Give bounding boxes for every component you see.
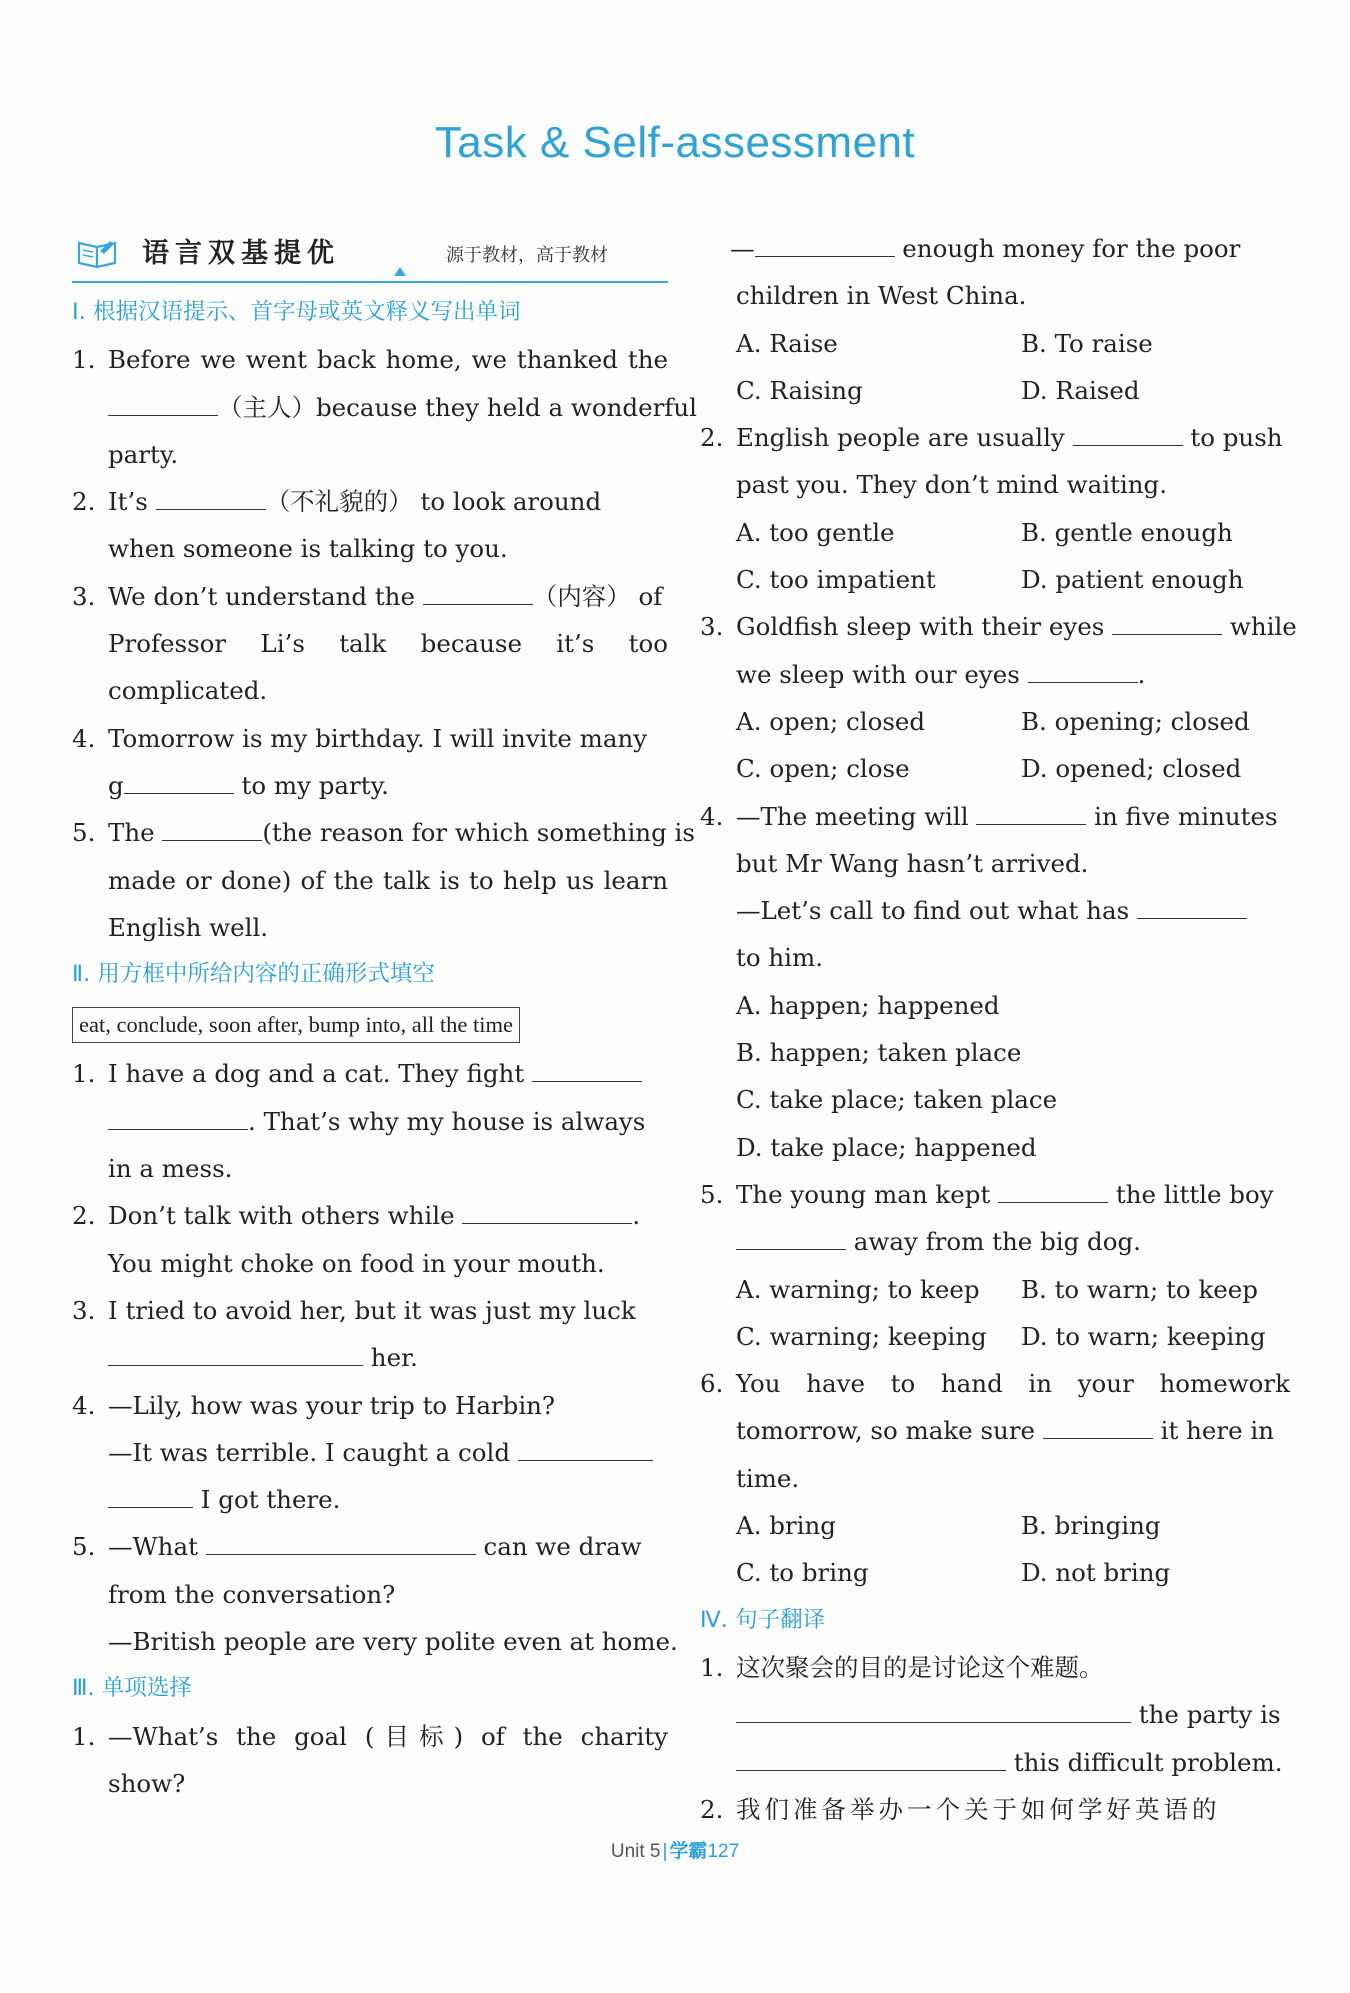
header-triangle <box>394 267 406 276</box>
option-d[interactable]: D. opened; closed <box>1021 754 1242 784</box>
option-c[interactable]: C. take place; taken place <box>736 1085 1058 1115</box>
word-box-row <box>72 998 668 1050</box>
p3-q4-line3: —Let’s call to find out what has <box>700 887 1290 934</box>
p3-q6-line2: tomorrow, so make sure it here in <box>736 1416 1275 1446</box>
p4-q1-line3: this difficult problem. <box>700 1739 1290 1786</box>
book-icon <box>76 235 122 269</box>
answer-blank[interactable] <box>755 232 895 257</box>
p3-q1-line4: children in West China. <box>736 281 1027 311</box>
p3-q1-line1: 1. —What’s the goal (目标) of the charity <box>72 1721 668 1751</box>
p3-q1-options-ab <box>700 320 1290 367</box>
p3-q2-line2: past you. They don’t mind waiting. <box>736 470 1167 500</box>
section-3-title: Ⅲ. 单项选择 <box>72 1675 192 1702</box>
p2-q4-line2: —It was terrible. I caught a cold <box>72 1429 668 1476</box>
header-title: 语言双基提优 <box>142 238 340 269</box>
p3-q4-line1: 4. —The meeting will in five minutes <box>700 801 1278 831</box>
p3-q1-options-cd <box>700 367 1290 414</box>
p4-q1-line2: the party is <box>700 1691 1290 1738</box>
answer-blank[interactable] <box>108 1341 363 1366</box>
option-a[interactable]: A. warning; to keep <box>736 1274 980 1304</box>
option-b[interactable]: B. to warn; to keep <box>1021 1274 1258 1304</box>
answer-blank[interactable] <box>976 800 1086 825</box>
p2-q4-line1: 4. —Lily, how was your trip to Harbin? <box>72 1390 556 1420</box>
p3-q6-options-cd <box>700 1549 1290 1596</box>
p2-q3-line2: her. <box>72 1334 668 1381</box>
p1-q1-line1: 1. Before we went back home, we thanked the <box>72 345 668 375</box>
p1-q1-line2: （主人）because they held a wonderful <box>72 384 668 431</box>
answer-blank[interactable] <box>423 580 533 605</box>
p1-q3-line2: Professor Li’s talk because it’s too <box>108 629 668 659</box>
p3-q2-options-cd <box>700 556 1290 603</box>
p3-q5-options-ab <box>700 1266 1290 1313</box>
option-b[interactable]: B. gentle enough <box>1021 517 1233 547</box>
option-c[interactable]: C. too impatient <box>736 565 936 595</box>
p3-q4-line4: to him. <box>736 943 824 973</box>
option-a[interactable]: A. Raise <box>736 328 838 358</box>
p1-q5-line1: 5. The (the reason for which something is <box>72 818 695 848</box>
option-a[interactable]: A. happen; happened <box>736 990 1000 1020</box>
option-b[interactable]: B. opening; closed <box>1021 706 1250 736</box>
p3-q2-options-ab <box>700 509 1290 556</box>
option-d[interactable]: D. Raised <box>1021 375 1140 405</box>
answer-blank[interactable] <box>736 1746 1006 1771</box>
p3-q3-options-ab <box>700 698 1290 745</box>
p1-q1-line3: party. <box>108 439 179 469</box>
p2-q1-line1: 1. I have a dog and a cat. They fight <box>72 1050 668 1097</box>
page-number: 127 <box>707 1841 740 1862</box>
p3-q1-line2: show? <box>108 1768 186 1798</box>
answer-blank[interactable] <box>108 1483 193 1508</box>
section-1-title: Ⅰ. 根据汉语提示、首字母或英文释义写出单词 <box>72 299 521 325</box>
option-d[interactable]: D. not bring <box>1021 1558 1171 1588</box>
answer-blank[interactable] <box>108 1105 248 1130</box>
answer-blank[interactable] <box>162 816 262 841</box>
p1-q4-line1: 4. Tomorrow is my birthday. I will invite many <box>72 723 648 753</box>
option-c[interactable]: C. open; close <box>736 754 910 784</box>
section-4-title: Ⅳ. 句子翻译 <box>700 1606 826 1633</box>
page-footer <box>0 1836 1350 1863</box>
footer-brand: 学霸 <box>669 1841 708 1862</box>
header-subtitle: 源于教材，高于教材 <box>446 245 608 266</box>
p2-q5-line1: 5. —What can we draw <box>72 1532 642 1562</box>
p1-q2-line2: when someone is talking to you. <box>108 534 508 564</box>
option-a[interactable]: A. bring <box>736 1511 836 1541</box>
option-d[interactable]: D. take place; happened <box>736 1132 1037 1162</box>
p3-q4-line2: but Mr Wang hasn’t arrived. <box>736 848 1089 878</box>
option-c[interactable]: C. Raising <box>736 375 863 405</box>
p4-q2-cn: 2. 我们准备举办一个关于如何学好英语的 <box>700 1794 1221 1824</box>
section-header <box>72 225 668 283</box>
section-2-title: Ⅱ. 用方框中所给内容的正确形式填空 <box>72 961 435 988</box>
answer-blank[interactable] <box>108 391 218 416</box>
left-column <box>72 225 697 1807</box>
footer-unit: Unit 5 <box>610 1841 661 1862</box>
p3-q6-line1: 6. You have to hand in your homework <box>700 1369 1290 1399</box>
option-b[interactable]: B. happen; taken place <box>736 1038 1022 1068</box>
option-a[interactable]: A. open; closed <box>736 706 926 736</box>
option-a[interactable]: A. too gentle <box>736 517 895 547</box>
p3-q6-options-ab <box>700 1502 1290 1549</box>
answer-blank[interactable] <box>532 1057 642 1082</box>
answer-blank[interactable] <box>1137 894 1247 919</box>
p3-q1-line3: — enough money for the poor <box>730 234 1241 263</box>
option-c[interactable]: C. warning; keeping <box>736 1321 987 1351</box>
p3-q3-line1: 3. Goldfish sleep with their eyes while <box>700 612 1297 642</box>
p2-q1-line3: in a mess. <box>108 1154 233 1184</box>
p1-q2-line1: 2. It’s （不礼貌的） to look around <box>72 487 602 517</box>
p2-q2-line2: You might choke on food in your mouth. <box>108 1248 605 1278</box>
answer-blank[interactable] <box>1043 1414 1153 1439</box>
p2-q5-line2: from the conversation? <box>108 1579 396 1609</box>
p1-q4-line2: g to my party. <box>108 770 389 800</box>
answer-blank[interactable] <box>1028 658 1138 683</box>
answer-blank[interactable] <box>124 769 234 794</box>
p2-q3-line1: 3. I tried to avoid her, but it was just my luck <box>72 1295 636 1325</box>
p2-q4-line3: I got there. <box>72 1476 668 1523</box>
answer-blank[interactable] <box>998 1178 1108 1203</box>
p1-q3-line3: complicated. <box>108 676 268 706</box>
p1-q5-line3: English well. <box>108 912 269 942</box>
answer-blank[interactable] <box>1112 610 1222 635</box>
answer-blank[interactable] <box>736 1698 1131 1723</box>
p3-q2-line1: 2. English people are usually to push <box>700 423 1283 453</box>
p1-q5-line2: made or done) of the talk is to help us learn <box>108 865 668 895</box>
p2-q5-line3: —British people are very polite even at home. <box>108 1627 678 1657</box>
answer-blank[interactable] <box>206 1530 476 1555</box>
p4-q1-cn: 1. 这次聚会的目的是讨论这个难题。 <box>700 1652 1104 1682</box>
answer-blank[interactable] <box>156 485 266 510</box>
option-b[interactable]: B. bringing <box>1021 1511 1161 1541</box>
p3-q5-options-cd <box>700 1313 1290 1360</box>
p2-q1-line2: . That’s why my house is always <box>72 1098 668 1145</box>
option-d[interactable]: D. to warn; keeping <box>1021 1321 1266 1351</box>
option-d[interactable]: D. patient enough <box>1021 565 1244 595</box>
p3-q3-line2: we sleep with our eyes . <box>736 659 1146 689</box>
p3-q3-options-cd <box>700 745 1290 792</box>
option-b[interactable]: B. To raise <box>1021 328 1153 358</box>
answer-blank[interactable] <box>518 1436 653 1461</box>
page-title: Task & Self-assessment <box>434 118 916 167</box>
option-c[interactable]: C. to bring <box>736 1558 869 1588</box>
p1-q3-line1: 3. We don’t understand the （内容） of <box>72 581 663 611</box>
p3-q5-line2: away from the big dog. <box>700 1218 1290 1265</box>
right-column <box>700 225 1297 1833</box>
answer-blank[interactable] <box>1073 421 1183 446</box>
word-box: eat, conclude, soon after, bump into, all the time <box>72 1007 520 1043</box>
p3-q6-line3: time. <box>736 1463 800 1493</box>
p2-q2-line1: 2. Don’t talk with others while . <box>72 1201 641 1231</box>
p3-q5-line1: 5. The young man kept the little boy <box>700 1179 1274 1209</box>
footer-separator: | <box>662 1841 668 1862</box>
answer-blank[interactable] <box>736 1225 846 1250</box>
answer-blank[interactable] <box>462 1199 632 1224</box>
